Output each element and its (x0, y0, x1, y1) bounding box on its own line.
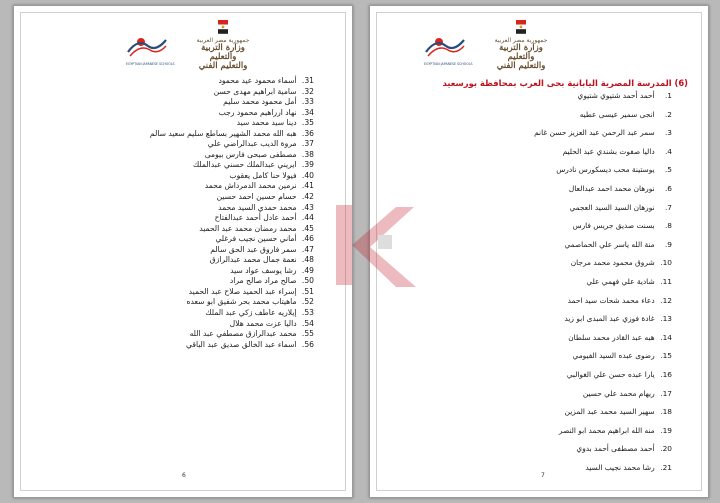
student-name: محمد عبدالرازق مصطفي عبد الله (189, 329, 297, 339)
student-list-item (150, 118, 314, 129)
student-name: أحمد عادل أحمد عبدالفتاح (214, 213, 297, 223)
student-name: رشا محمد نجيب السيد (585, 462, 655, 472)
student-name: انجى سمير عيسى عطيه (579, 109, 655, 119)
student-number: 45. (301, 223, 314, 233)
student-number: 18. (660, 407, 672, 417)
student-number: 13. (660, 314, 672, 324)
student-number: 46. (301, 234, 314, 244)
ministry-line-3: والتعليم الفني (496, 61, 546, 71)
student-name: نهاد ارراهيم محمود رجب (218, 107, 297, 117)
student-list-item (150, 266, 314, 277)
student-number: 16. (660, 369, 672, 379)
student-list-item (150, 192, 314, 203)
student-name: داليا عزت محمد هلال (229, 318, 297, 328)
ejs-logo-text: EGYPTIAN JAPANESE SCHOOLS (126, 62, 175, 66)
student-list-item (534, 292, 672, 311)
student-name: دينا سيد محمد سيد (236, 118, 297, 128)
student-name: نعمة جمال محمد عبدالرازق (209, 255, 297, 265)
student-name: غادة فوزي عبد المبدى ابو زيد (564, 314, 655, 324)
student-number: 33. (301, 97, 314, 107)
student-name: ماهيتاب محمد بحر شفيق ابو سعده (186, 297, 297, 307)
student-list-item (534, 310, 672, 329)
student-list-item (150, 203, 314, 214)
student-number: 37. (301, 139, 314, 149)
student-name: داليا صفوت بشندي عبد الحليم (562, 146, 655, 156)
student-number: 35. (301, 118, 314, 128)
student-name: سهير السيد محمد عبد المزين (564, 407, 655, 417)
student-list-item (150, 319, 314, 330)
student-list-item (534, 199, 672, 218)
student-list-item (150, 276, 314, 287)
student-list-item (150, 308, 314, 319)
student-name: أحمد مصطفى أحمد بدوي (576, 444, 655, 454)
student-number: 50. (301, 276, 314, 286)
student-name: شادية علي فهمي علي (586, 276, 655, 286)
student-list-item (150, 139, 314, 150)
student-list-item (150, 129, 314, 140)
student-list-item (150, 160, 314, 171)
student-name: إسراء عبد الحميد صلاح عبد الحميد (188, 286, 297, 296)
student-number: 1. (664, 91, 672, 100)
student-list-item (150, 234, 314, 245)
student-list-item (150, 255, 314, 266)
student-number: 20. (660, 444, 672, 454)
student-name: ايريني عبدالملك حسني عبدالملك (193, 160, 297, 170)
student-number: 4. (664, 146, 672, 156)
student-list-item (150, 97, 314, 108)
student-number: 6. (664, 183, 672, 193)
egyptian-japanese-schools-logo (422, 30, 473, 70)
student-name: منة الله ياسر علي الحماصمي (564, 239, 655, 249)
student-list-item (150, 76, 314, 87)
student-number: 53. (301, 308, 314, 318)
student-name: يوستينة محب ديسكورس نادرس (556, 165, 655, 175)
student-number: 55. (301, 329, 314, 339)
ministry-line-1: جمهورية مصر العربية (196, 37, 250, 44)
student-list-item (534, 347, 672, 366)
student-number: 9. (664, 239, 672, 249)
ministry-line-3: والتعليم الفني (198, 61, 248, 71)
student-list-item (534, 124, 672, 143)
ministry-line-2: وزارة التربية والتعليم (499, 43, 543, 62)
student-number: 2. (664, 109, 672, 119)
student-number: 10. (660, 258, 672, 268)
student-name: إيلاريه عاطف زكي عبد الملك (205, 308, 297, 318)
student-number: 43. (301, 202, 314, 212)
student-number: 5. (664, 165, 672, 175)
student-list-item (534, 422, 672, 441)
student-number: 44. (301, 213, 314, 223)
page-number: 6 (182, 472, 186, 479)
student-number: 49. (301, 265, 314, 275)
student-number: 11. (660, 276, 672, 286)
student-list-item (534, 87, 672, 106)
student-list-item (534, 161, 672, 180)
student-number: 31. (301, 76, 314, 85)
student-name: هبه الله محمد الشهير بساطع سليم سعيد سالم (149, 128, 297, 138)
student-number: 14. (660, 332, 672, 342)
student-number: 12. (660, 295, 672, 305)
document-page-left (13, 5, 353, 498)
student-number: 42. (301, 192, 314, 202)
student-number: 40. (301, 170, 314, 180)
student-list-item (150, 213, 314, 224)
student-name: محمد حمدي السيد محمد (218, 202, 297, 212)
student-name: أمل محمود محمد سليم (223, 97, 297, 107)
student-name: فيولا حنا كامل يعقوب (229, 170, 297, 180)
ministry-line-1: جمهورية مصر العربية (494, 37, 548, 44)
student-number: 41. (301, 181, 314, 191)
student-list-item (534, 459, 672, 478)
student-list-item (534, 180, 672, 199)
student-list-item (150, 108, 314, 119)
student-list-item (150, 297, 314, 308)
student-name: سمر فاروق عبد الحق سالم (210, 244, 297, 254)
student-name: سمر عبد الرحمن عبد العزيز حسن غانم (534, 128, 655, 138)
student-number: 15. (660, 351, 672, 361)
student-name: حسام حسين احمد حسين (216, 192, 297, 202)
student-name: نورهان محمد احمد عبدالعال (568, 183, 655, 193)
student-name: ريهام محمد علي حسين (582, 388, 655, 398)
student-name: يارا عبده حسن علي الغوالبي (566, 369, 655, 379)
ministry-line-2: وزارة التربية والتعليم (201, 43, 245, 62)
student-number: 39. (301, 160, 314, 170)
ejs-logo-text: EGYPTIAN JAPANESE SCHOOLS (424, 62, 473, 66)
student-list-item (534, 254, 672, 273)
student-number: 52. (301, 297, 314, 307)
student-number: 51. (301, 286, 314, 296)
student-number: 8. (664, 221, 672, 231)
student-list-item (150, 245, 314, 256)
student-name: أماني حسين نجيب فرغلي (215, 234, 297, 244)
document-page-right (369, 5, 709, 498)
student-list-item (534, 385, 672, 404)
egyptian-japanese-schools-logo (124, 30, 175, 70)
student-name: صالح مراد صالح مراد (229, 276, 297, 286)
student-number: 21. (660, 462, 672, 472)
student-name: منه الله ابراهيم محمد ابو النصر (558, 425, 655, 435)
student-list-item (150, 329, 314, 340)
student-name: اسماء عبد الخالق صديق عبد الباقي (185, 339, 297, 349)
student-number: 47. (301, 244, 314, 254)
student-name: دعاء محمد شحات سيد احمد (567, 295, 655, 305)
student-number: 19. (660, 425, 672, 435)
student-name: سامية ابراهيم مهدى حسن (213, 86, 297, 96)
student-list-item (150, 87, 314, 98)
student-name: رضوى عبده السيد الفيومي (572, 351, 655, 361)
student-name: بسنت صديق جريس فارس (572, 221, 655, 231)
student-number: 36. (301, 128, 314, 138)
student-name: أحمد أحمد شتيوي شتيوي (577, 91, 655, 100)
student-name: هبه عبد القادر محمد سلطان (568, 332, 655, 342)
student-name: محمد رمضان محمد عبد الحميد (199, 223, 297, 233)
student-number: 56. (301, 339, 314, 349)
student-list-item (534, 273, 672, 292)
student-list-item (534, 440, 672, 459)
student-list-item (534, 106, 672, 125)
student-number: 32. (301, 86, 314, 96)
student-name: مصطفى صبحى فارس بيومى (204, 149, 297, 159)
ministry-of-education-logo (494, 20, 546, 72)
student-number: 54. (301, 318, 314, 328)
student-list-item (534, 217, 672, 236)
student-number: 7. (664, 202, 672, 212)
school-heading: (6) المدرسة المصرية اليابانية بحى العرب بمحافظة بورسعيد (442, 78, 688, 88)
student-name: شروق محمود محمد مرجان (570, 258, 655, 268)
student-name: أسماء محمود عيد محمود (218, 76, 297, 85)
page-number: 7 (541, 472, 545, 479)
student-name: رشا يوسف عواد سيد (230, 265, 297, 275)
student-list-item (534, 236, 672, 255)
student-list-item (534, 329, 672, 348)
student-list-item (534, 143, 672, 162)
student-list-item (150, 340, 314, 351)
student-number: 34. (301, 107, 314, 117)
student-name: نرمين محمد الدمرداش محمد (204, 181, 297, 191)
student-number: 3. (664, 128, 672, 138)
student-list (534, 87, 672, 477)
student-list-item (534, 403, 672, 422)
ministry-of-education-logo (196, 20, 248, 72)
student-list-item (150, 181, 314, 192)
student-name: مروة الديب عبدالراضي علي (207, 139, 297, 149)
student-name: نورهان السيد السيد العجمي (569, 202, 655, 212)
student-number: 17. (660, 388, 672, 398)
student-list-item (534, 366, 672, 385)
student-list-item (150, 287, 314, 298)
student-number: 48. (301, 255, 314, 265)
student-number: 38. (301, 149, 314, 159)
student-list-item (150, 171, 314, 182)
student-list (150, 76, 314, 350)
student-list-item (150, 150, 314, 161)
student-list-item (150, 224, 314, 235)
